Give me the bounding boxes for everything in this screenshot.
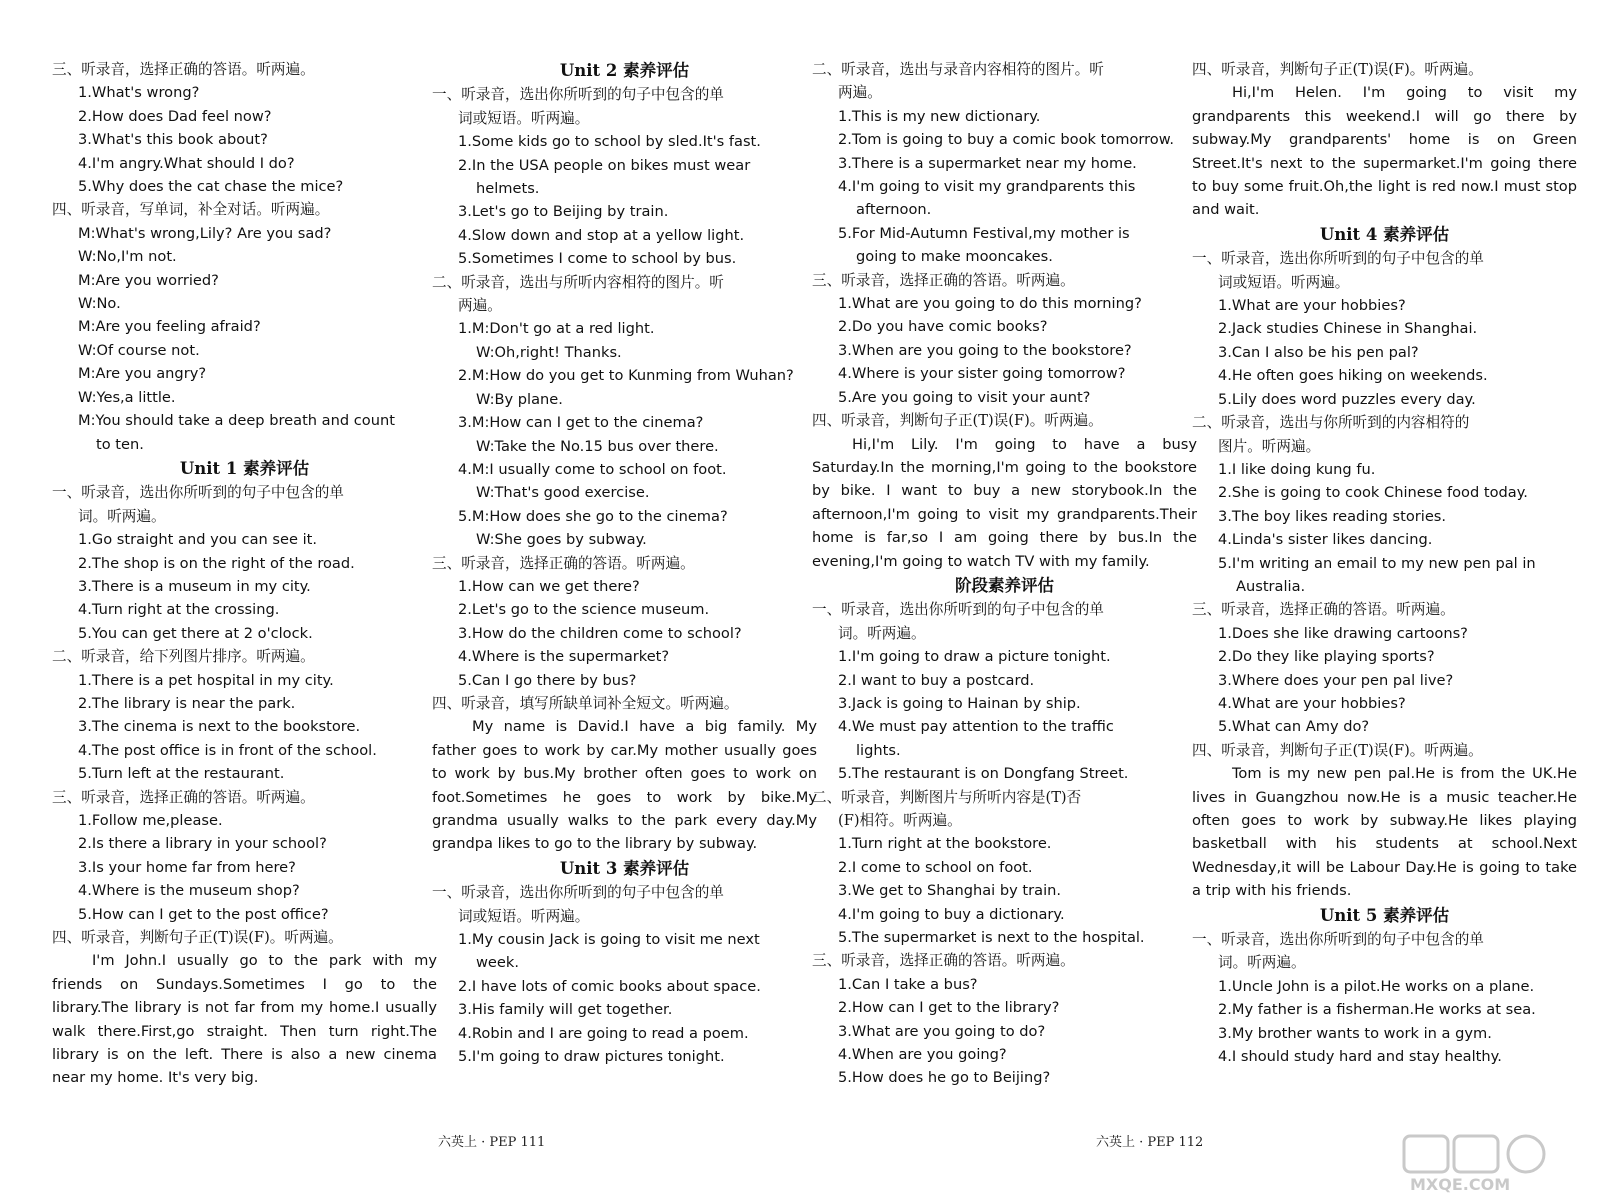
section-heading: 一、听录音，选出你所听到的句子中包含的单	[432, 86, 724, 104]
list-item: 2.Let's go to the science museum.	[458, 601, 710, 619]
list-item: M:You should take a deep breath and count	[78, 412, 395, 430]
section-heading: 一、听录音，选出你所听到的句子中包含的单	[1192, 250, 1484, 268]
page-footer-left: 六英上 · PEP 111	[438, 1135, 546, 1150]
list-item: 2.Jack studies Chinese in Shanghai.	[1218, 320, 1478, 338]
list-item: 3.We get to Shanghai by train.	[838, 882, 1062, 900]
section-heading-cont: 词。听两遍。	[78, 507, 166, 525]
list-item: 1.What are your hobbies?	[1218, 297, 1406, 315]
list-item: 4.I should study hard and stay healthy.	[1218, 1048, 1502, 1066]
list-item: 2.How can I get to the library?	[838, 999, 1060, 1017]
list-item: 3.Jack is going to Hainan by ship.	[838, 694, 1081, 712]
list-item-cont: going to make mooncakes.	[856, 248, 1053, 266]
list-item: 1.Some kids go to school by sled.It's fast.	[458, 133, 761, 151]
section-heading-cont: 词。听两遍。	[838, 624, 926, 642]
section-heading: 三、听录音，选择正确的答语。听两遍。	[1192, 601, 1455, 619]
list-item: 2.She is going to cook Chinese food today.	[1218, 484, 1528, 502]
list-item: 2.In the USA people on bikes must wear	[458, 156, 751, 174]
list-item: 5.I'm writing an email to my new pen pal in	[1218, 554, 1536, 572]
list-item: 5.Are you going to visit your aunt?	[838, 388, 1091, 406]
list-item: 1.I like doing kung fu.	[1218, 460, 1376, 478]
passage: Hi,I'm Lily. I'm going to have a busy Saturday.In the morning,I'm going to the bookstore by bike. I want to buy a new storybook.In the afternoon,I'm going to visit my grandparents.Their home is far,so I am going there by bus.In the evening,I'm going to watch TV with my family.	[812, 435, 1197, 570]
section-heading: 四、听录音，填写所缺单词补全短文。听两遍。	[432, 694, 739, 712]
list-item: 1.Uncle John is a pilot.He works on a plane.	[1218, 977, 1535, 995]
list-item: 2.My father is a fisherman.He works at sea.	[1218, 1001, 1536, 1019]
list-item: 1.I'm going to draw a picture tonight.	[838, 648, 1111, 666]
unit-title: 阶段素养评估	[955, 575, 1054, 595]
section-heading: 三、听录音，选择正确的答语。听两遍。	[52, 788, 315, 806]
list-item: 4.I'm angry.What should I do?	[78, 154, 295, 172]
list-item: M:What's wrong,Lily? Are you sad?	[78, 224, 332, 242]
section-heading-cont: (F)相符。听两遍。	[838, 812, 962, 829]
list-item: 4.Robin and I are going to read a poem.	[458, 1024, 749, 1042]
list-item: 2.Do you have comic books?	[838, 318, 1048, 336]
section-heading: 四、听录音，写单词，补全对话。听两遍。	[52, 201, 330, 219]
list-item: 2.I have lots of comic books about space.	[458, 977, 761, 995]
list-item: 3.M:How can I get to the cinema?	[458, 414, 704, 432]
section-heading-cont: 词。听两遍。	[1218, 954, 1306, 972]
section-heading: 三、听录音，选择正确的答语。听两遍。	[812, 271, 1075, 289]
list-item: 4.He often goes hiking on weekends.	[1218, 367, 1488, 385]
list-item: 1.Does she like drawing cartoons?	[1218, 624, 1468, 642]
list-item: 2.M:How do you get to Kunming from Wuhan?	[458, 367, 794, 385]
column-1	[52, 58, 437, 1090]
list-item: 5.Sometimes I come to school by bus.	[458, 250, 737, 268]
section-heading: 二、听录音，选出与录音内容相符的图片。听	[812, 61, 1104, 78]
watermark-text: MXQE.COM	[1410, 1175, 1511, 1194]
section-heading: 一、听录音，选出你所听到的句子中包含的单	[52, 484, 344, 502]
list-item: 3.The cinema is next to the bookstore.	[78, 718, 361, 736]
list-item: 2.Tom is going to buy a comic book tomorrow.	[838, 131, 1174, 149]
list-item: 1.This is my new dictionary.	[838, 107, 1041, 125]
watermark-logo	[1400, 1132, 1590, 1194]
list-item: 3.When are you going to the bookstore?	[838, 341, 1132, 359]
list-item: 3.How do the children come to school?	[458, 624, 742, 642]
unit-title: Unit 1 素养评估	[179, 458, 310, 478]
section-heading: 三、听录音，选择正确的答语。听两遍。	[52, 61, 315, 78]
list-item: W:Of course not.	[78, 341, 200, 359]
section-heading: 二、听录音，给下列图片排序。听两遍。	[52, 648, 315, 666]
list-item: 3.The boy likes reading stories.	[1218, 507, 1447, 525]
unit-title: Unit 4 素养评估	[1319, 224, 1450, 244]
list-item: 3.Where does your pen pal live?	[1218, 671, 1454, 689]
passage: I'm John.I usually go to the park with my friends on Sundays.Sometimes I go to the library.The library is not far from my home.I usually walk there.First,go straight. Then turn right.The library is on the left. There is also a new cinema near my home. It's very big.	[52, 952, 437, 1087]
list-item: 3.There is a supermarket near my home.	[838, 154, 1137, 172]
list-item: 3.Is your home far from here?	[78, 858, 296, 876]
section-heading: 四、听录音，判断句子正(T)误(F)。听两遍。	[1192, 741, 1483, 759]
list-item: 5.You can get there at 2 o'clock.	[78, 624, 313, 642]
list-item: M:Are you worried?	[78, 271, 219, 289]
column-2	[432, 58, 817, 1068]
list-item-cont: W:Oh,right! Thanks.	[476, 343, 622, 361]
list-item: 4.When are you going?	[838, 1046, 1007, 1064]
list-item-cont: W:Take the No.15 bus over there.	[476, 437, 719, 455]
list-item: 3.What's this book about?	[78, 131, 268, 149]
list-item: 5.The restaurant is on Dongfang Street.	[838, 765, 1129, 783]
list-item: 3.My brother wants to work in a gym.	[1218, 1024, 1492, 1042]
list-item: M:Are you feeling afraid?	[78, 318, 261, 336]
section-heading: 二、听录音，判断图片与所听内容是(T)否	[812, 788, 1082, 806]
list-item: 4.Linda's sister likes dancing.	[1218, 531, 1433, 549]
list-item: 4.M:I usually come to school on foot.	[458, 460, 727, 478]
list-item: 4.Where is the supermarket?	[458, 648, 670, 666]
list-item: 1.Go straight and you can see it.	[78, 531, 318, 549]
list-item: 5.For Mid-Autumn Festival,my mother is	[838, 224, 1130, 242]
list-item-cont: afternoon.	[856, 201, 932, 219]
section-heading-cont: 词或短语。听两遍。	[458, 907, 590, 925]
list-item: 5.How does he go to Beijing?	[838, 1069, 1051, 1087]
list-item: 5.Lily does word puzzles every day.	[1218, 390, 1476, 408]
passage: My name is David.I have a big family. My father goes to work by car.My mother usually goes to work by bus.My brother often goes to work on foot.Sometimes he goes to work by bike.My grandma usually walks to the park every day.My grandpa likes to go to the library by subway.	[432, 718, 817, 853]
list-item: 5.How can I get to the post office?	[78, 905, 329, 923]
section-heading-cont: 词或短语。听两遍。	[458, 109, 590, 127]
list-item: W:No.	[78, 295, 121, 313]
list-item-cont: to ten.	[96, 435, 144, 453]
list-item: 4.I'm going to buy a dictionary.	[838, 905, 1065, 923]
section-heading: 二、听录音，选出与所听内容相符的图片。听	[432, 273, 724, 291]
list-item: 4.The post office is in front of the school.	[78, 741, 377, 759]
column-4	[1192, 58, 1577, 1068]
list-item: W:Yes,a little.	[78, 388, 176, 406]
list-item: 1.Turn right at the bookstore.	[838, 835, 1052, 853]
list-item: 4.I'm going to visit my grandparents this	[838, 178, 1136, 196]
section-heading-cont: 图片。听两遍。	[1218, 437, 1321, 455]
list-item: 3.There is a museum in my city.	[78, 577, 311, 595]
unit-title: Unit 2 素养评估	[559, 61, 690, 80]
section-heading: 一、听录音，选出你所听到的句子中包含的单	[432, 884, 724, 902]
list-item: 3.What are you going to do?	[838, 1022, 1046, 1040]
section-heading: 三、听录音，选择正确的答语。听两遍。	[812, 952, 1075, 970]
list-item: 2.How does Dad feel now?	[78, 107, 272, 125]
section-heading: 三、听录音，选择正确的答语。听两遍。	[432, 554, 695, 572]
list-item: M:Are you angry?	[78, 365, 207, 383]
column-3	[812, 58, 1197, 1090]
list-item: 1.Follow me,please.	[78, 812, 223, 829]
list-item: 3.Can I also be his pen pal?	[1218, 343, 1419, 361]
list-item: 1.How can we get there?	[458, 577, 640, 595]
section-heading: 二、听录音，选出与你所听到的内容相符的	[1192, 414, 1470, 432]
section-heading: 一、听录音，选出你所听到的句子中包含的单	[1192, 931, 1484, 949]
list-item-cont: helmets.	[476, 180, 540, 198]
list-item-cont: week.	[476, 954, 519, 972]
unit-title: Unit 3 素养评估	[559, 858, 690, 878]
list-item: 2.The shop is on the right of the road.	[78, 554, 355, 572]
list-item: 4.What are your hobbies?	[1218, 694, 1406, 712]
list-item: 1.What are you going to do this morning?	[838, 295, 1142, 313]
list-item: 5.M:How does she go to the cinema?	[458, 507, 728, 525]
list-item: W:No,I'm not.	[78, 248, 177, 266]
section-heading-cont: 词或短语。听两遍。	[1218, 273, 1350, 291]
list-item: 4.Slow down and stop at a yellow light.	[458, 226, 745, 244]
list-item: 5.Turn left at the restaurant.	[78, 765, 285, 783]
list-item: 4.We must pay attention to the traffic	[838, 718, 1114, 736]
list-item: 1.M:Don't go at a red light.	[458, 320, 655, 338]
list-item-cont: W:By plane.	[476, 390, 563, 408]
list-item-cont: lights.	[856, 741, 901, 759]
list-item-cont: Australia.	[1236, 577, 1306, 595]
list-item: 4.Where is your sister going tomorrow?	[838, 365, 1126, 383]
list-item: 5.The supermarket is next to the hospital.	[838, 929, 1145, 947]
section-heading: 四、听录音，判断句子正(T)误(F)。听两遍。	[52, 929, 343, 947]
list-item: 2.Do they like playing sports?	[1218, 648, 1435, 666]
page-footer-right: 六英上 · PEP 112	[1096, 1135, 1204, 1150]
list-item: 2.The library is near the park.	[78, 694, 296, 712]
section-heading-cont: 两遍。	[458, 297, 502, 315]
list-item: 1.What's wrong?	[78, 84, 200, 102]
list-item: 5.Why does the cat chase the mice?	[78, 178, 344, 196]
list-item: 1.Can I take a bus?	[838, 975, 978, 993]
list-item-cont: W:That's good exercise.	[476, 484, 650, 502]
section-heading: 四、听录音，判断句子正(T)误(F)。听两遍。	[1192, 61, 1483, 78]
section-heading: 一、听录音，选出你所听到的句子中包含的单	[812, 601, 1104, 619]
list-item: 3.Let's go to Beijing by train.	[458, 203, 669, 221]
list-item-cont: W:She goes by subway.	[476, 531, 647, 549]
list-item: 4.Turn right at the crossing.	[78, 601, 280, 619]
list-item: 2.Is there a library in your school?	[78, 835, 327, 853]
list-item: 3.His family will get together.	[458, 1001, 673, 1019]
list-item: 5.Can I go there by bus?	[458, 671, 637, 689]
list-item: 2.I want to buy a postcard.	[838, 671, 1035, 689]
list-item: 1.There is a pet hospital in my city.	[78, 671, 334, 689]
list-item: 5.I'm going to draw pictures tonight.	[458, 1048, 725, 1066]
list-item: 5.What can Amy do?	[1218, 718, 1370, 736]
list-item: 4.Where is the museum shop?	[78, 882, 300, 900]
list-item: 1.My cousin Jack is going to visit me next	[458, 931, 760, 949]
section-heading: 四、听录音，判断句子正(T)误(F)。听两遍。	[812, 412, 1103, 430]
unit-title: Unit 5 素养评估	[1319, 905, 1450, 925]
section-heading-cont: 两遍。	[838, 84, 882, 102]
list-item: 2.I come to school on foot.	[838, 858, 1033, 876]
passage: Tom is my new pen pal.He is from the UK.He lives in Guangzhou now.He is a music teacher.He often goes to work by subway.He likes playing basketball with his students at school.Next Wednesday,it will be Labour Day.He is going to take a trip with his friends.	[1192, 765, 1577, 900]
passage: Hi,I'm Helen. I'm going to visit my grandparents this weekend.I will go there by subway.My grandparents' home is on Green Street.It's next to the supermarket.I'm going there to buy some fruit.Oh,the light is red now.I must stop and wait.	[1192, 84, 1577, 219]
